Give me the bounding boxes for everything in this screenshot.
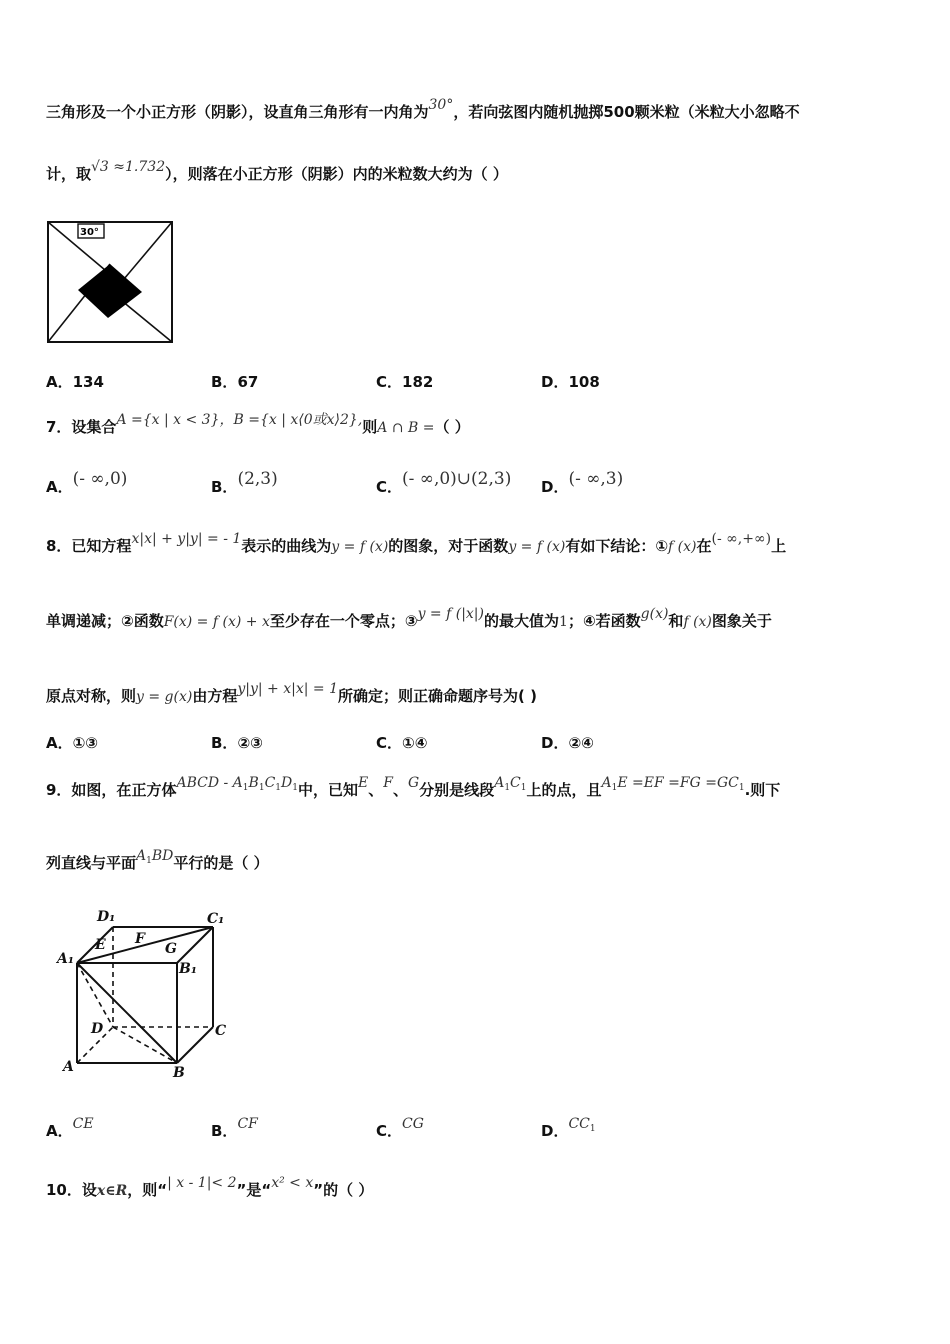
q6-option-b[interactable]: B．67 [211, 373, 259, 391]
q7-option-d[interactable]: D．(- ∞,3) [541, 469, 624, 496]
q6-line2: 计，取√3 ≈1.732），则落在小正方形（阴影）内的米粒数大约为（ ） [46, 159, 508, 183]
svg-text:E: E [95, 937, 106, 953]
svg-text:G: G [165, 941, 177, 957]
q9-option-d[interactable]: D．$CC_1$ [541, 1116, 596, 1140]
svg-text:D: D [91, 1021, 104, 1037]
q8-option-c[interactable]: C．①④ [376, 734, 428, 752]
q7-option-b[interactable]: B．(2,3) [211, 469, 278, 496]
q6-figure-angle-label: 30° [80, 227, 99, 238]
q8-option-b[interactable]: B．②③ [211, 734, 263, 752]
svg-text:A: A [63, 1059, 74, 1075]
q8-line1: 8．已知方程x|x| + y|y| = - 1表示的曲线为y = f (x)的图象，对于函数y = f (x)有如下结论：①f (x)在(- ∞,+∞)上 [46, 531, 787, 555]
q9-option-c[interactable]: C．CG [376, 1116, 424, 1140]
q6-option-d[interactable]: D．108 [541, 373, 600, 391]
q7-stem: 7．设集合A ={x | x < 3}，B ={x | x⟨0或x⟩2},则A ∩ B =（ ） [46, 416, 470, 437]
svg-text:B₁: B₁ [179, 961, 197, 977]
svg-text:F: F [135, 931, 145, 947]
q8-line3: 原点对称，则y = g(x)由方程y|y| + x|x| = 1所确定；则正确命题序号为( ) [46, 681, 537, 705]
svg-text:C₁: C₁ [207, 911, 225, 927]
q9-option-b[interactable]: B．CF [211, 1116, 258, 1140]
q7-option-a[interactable]: A．(- ∞,0) [46, 469, 128, 496]
q6-option-a[interactable]: A．134 [46, 373, 104, 391]
q9-line2: 列直线与平面$A_1BD$平行的是（ ） [46, 848, 269, 872]
q9-cube-figure [55, 905, 240, 1083]
q7-sets-math: A ={x | x < 3}，B ={x | x⟨0或x⟩2}, [116, 412, 363, 428]
q6-angle-math: 30° [428, 97, 454, 113]
svg-text:C: C [215, 1023, 227, 1039]
q6-line1: 三角形及一个小正方形（阴影），设直角三角形有一内角为30°，若向弦图内随机抛掷500颗米粒（米粒大小忽略不 [46, 97, 800, 121]
q7-intersection-math: A ∩ B = [377, 420, 435, 436]
q6-option-c[interactable]: C．182 [376, 373, 434, 391]
q6-figure [46, 220, 174, 344]
q6-sqrt-math: √3 ≈1.732 [91, 159, 166, 175]
q9-option-a[interactable]: A．CE [46, 1116, 94, 1140]
q10-stem: 10．设x∈R，则“| x - 1|< 2”是“x² < x”的（ ） [46, 1175, 374, 1199]
q8-option-a[interactable]: A．①③ [46, 734, 99, 752]
q8-option-d[interactable]: D．②④ [541, 734, 594, 752]
svg-text:A₁: A₁ [57, 951, 74, 967]
q8-line2: 单调递减；②函数F(x) = f (x) + x至少存在一个零点；③y = f (|x|)的最大值为1；④若函数g(x)和f (x)图象关于 [46, 606, 772, 630]
q9-cube-name: ABCD - $A_1B_1C_1D_1$ [176, 775, 298, 793]
q9-line1: 9．如图，在正方体ABCD - $A_1B_1C_1D_1$中，已知E、F、G分别是线段$A_1C_1$上的点，且$A_1E =EF =FG =GC_1$.则下 [46, 775, 781, 799]
q7-option-c[interactable]: C．(- ∞,0)∪(2,3) [376, 469, 512, 496]
svg-text:D₁: D₁ [97, 909, 116, 925]
svg-text:B: B [173, 1065, 185, 1081]
